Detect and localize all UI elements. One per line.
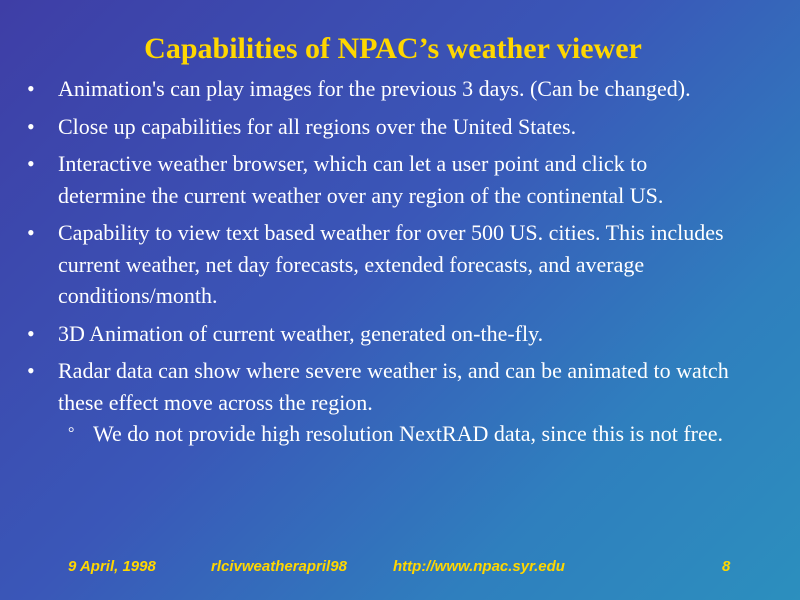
sub-bullet-text: We do not provide high resolution NextRAD data, since this is not free. bbox=[93, 421, 723, 446]
footer-date: 9 April, 1998 bbox=[68, 558, 156, 575]
bullet-item bbox=[0, 217, 738, 312]
bullet-text: Close up capabilities for all regions over the United States. bbox=[58, 113, 577, 139]
bullet-icon: • bbox=[27, 76, 35, 101]
footer-filename: rlcivweatherapril98 bbox=[211, 558, 347, 575]
slide-title: Capabilities of NPAC’s weather viewer bbox=[144, 32, 642, 65]
bullet-icon: • bbox=[27, 220, 35, 245]
bullet-text: Radar data can show where severe weather is, and can be animated to watch these effect move across the region. bbox=[58, 358, 729, 415]
bullet-text: Capability to view text based weather for over 500 US. cities. This includes current weather, net day forecasts, extended forecasts, and average conditions/month. bbox=[58, 220, 724, 308]
bullet-text: Animation's can play images for the previous 3 days. (Can be changed). bbox=[58, 76, 691, 101]
bullet-list bbox=[0, 73, 800, 450]
bullet-text: 3D Animation of current weather, generated on-the-fly. bbox=[58, 320, 544, 346]
bullet-icon: • bbox=[27, 113, 35, 139]
sub-bullet-icon: ° bbox=[68, 425, 75, 442]
bullet-item bbox=[0, 73, 738, 105]
bullet-item bbox=[0, 148, 738, 211]
sub-bullet-item bbox=[0, 418, 773, 450]
bullet-icon: • bbox=[27, 151, 35, 176]
bullet-item bbox=[0, 111, 738, 143]
bullet-icon: • bbox=[27, 320, 35, 346]
footer-page-number: 8 bbox=[722, 558, 731, 575]
bullet-item bbox=[0, 318, 738, 350]
footer-url-link[interactable]: http://www.npac.syr.edu bbox=[393, 558, 565, 575]
bullet-text: Interactive weather browser, which can let a user point and click to determine the current weather over any region of the continental US. bbox=[58, 151, 664, 208]
bullet-icon: • bbox=[27, 358, 35, 383]
bullet-item bbox=[0, 355, 738, 418]
